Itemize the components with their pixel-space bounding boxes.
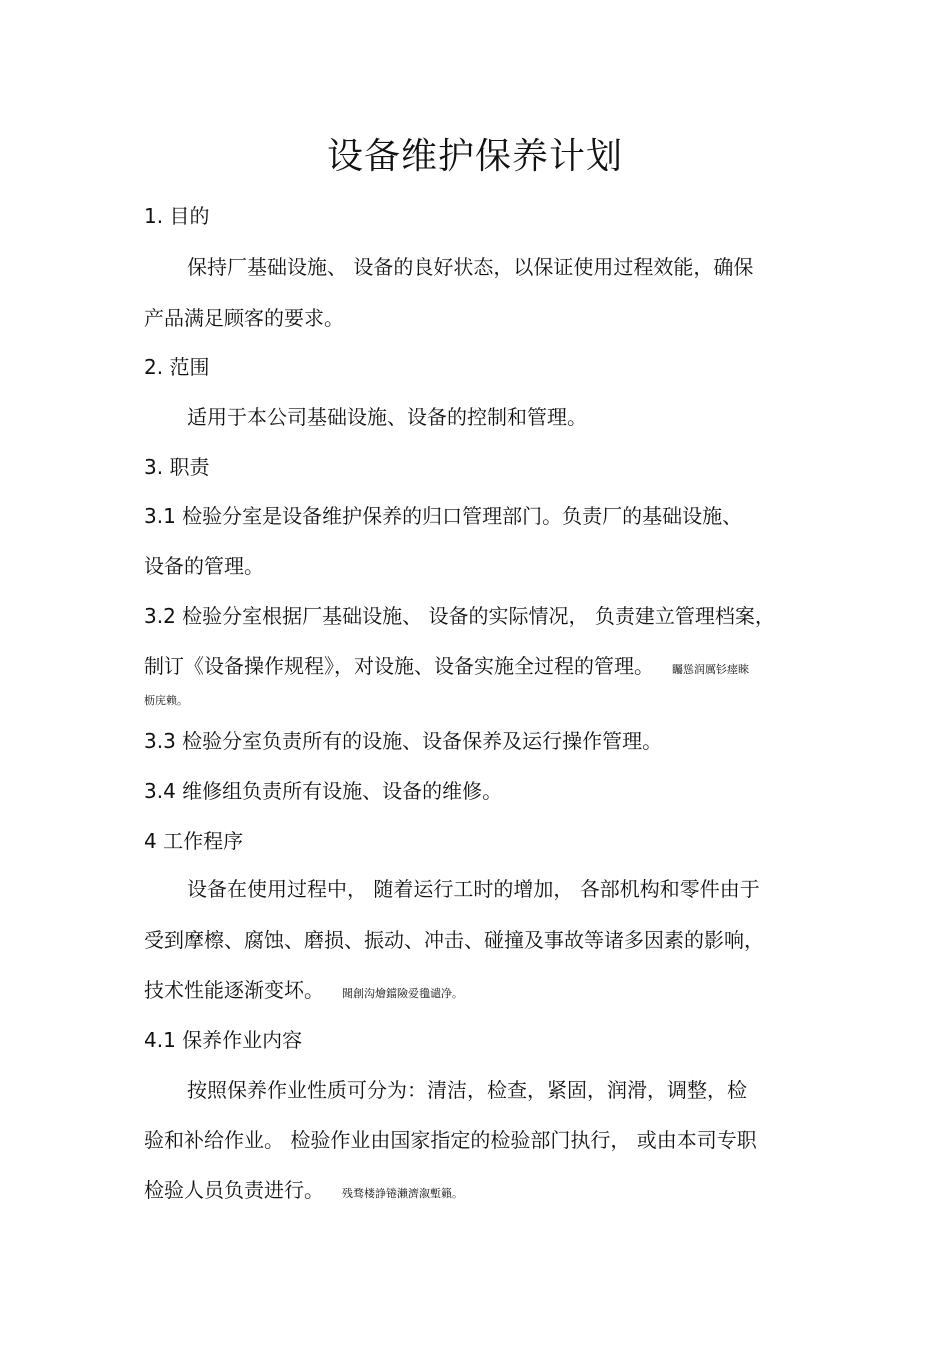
section-heading-purpose: 1. 目的 [144,204,210,228]
section-heading-procedure: 4 工作程序 [144,829,244,853]
paragraph-line: 设备的管理。 [144,554,264,578]
paragraph-line: 保持厂基础设施、 设备的良好状态，以保证使用过程效能，确保 [187,255,754,279]
paragraph-line: 按照保养作业性质可分为：清洁，检查，紧固，润滑，调整，检 [187,1078,747,1102]
paragraph-line: 验和补给作业。 检验作业由国家指定的检验部门执行， 或由本司专职 [144,1128,757,1152]
clause-4-1: 4.1 保养作业内容 [144,1028,303,1052]
paragraph-line [144,651,749,685]
document-title: 设备维护保养计划 [326,136,623,177]
small-note: 聞創沟燴鐺險爱氇谴净。 [342,987,463,1000]
line-text: 检验人员负责进行。 [144,1178,324,1202]
line-text: 制订《设备操作规程》，对设施、设备实施全过程的管理。 [144,654,654,678]
section-heading-scope: 2. 范围 [144,355,210,379]
clause-3-2: 3.2 检验分室根据厂基础设施、 设备的实际情况， 负责建立管理档案， [144,604,775,628]
line-text: 技术性能逐渐变坏。 [144,978,324,1002]
section-heading-responsibilities: 3. 职责 [144,455,210,479]
clause-3-3: 3.3 检验分室负责所有的设施、设备保养及运行操作管理。 [144,729,663,753]
small-note: 矚慫润厲钐瘗睞 [672,663,749,676]
small-note-line: 枥庑赖。 [144,694,188,707]
paragraph-line: 设备在使用过程中， 随着运行工时的增加， 各部机构和零件由于 [187,877,760,901]
clause-3-4: 3.4 维修组负责所有设施、设备的维修。 [144,779,503,803]
paragraph-line [144,975,463,1009]
paragraph-line [144,1175,463,1209]
paragraph-line: 适用于本公司基础设施、设备的控制和管理。 [187,405,587,429]
paragraph-line: 产品满足顾客的要求。 [144,306,344,330]
paragraph-line: 受到摩檫、腐蚀、磨损、振动、冲击、碰撞及事故等诸多因素的影响， [144,928,764,952]
small-note: 残骛楼諍锩瀨濟溆塹籟。 [342,1187,463,1200]
clause-3-1: 3.1 检验分室是设备维护保养的归口管理部门。负责厂的基础设施、 [144,504,743,528]
